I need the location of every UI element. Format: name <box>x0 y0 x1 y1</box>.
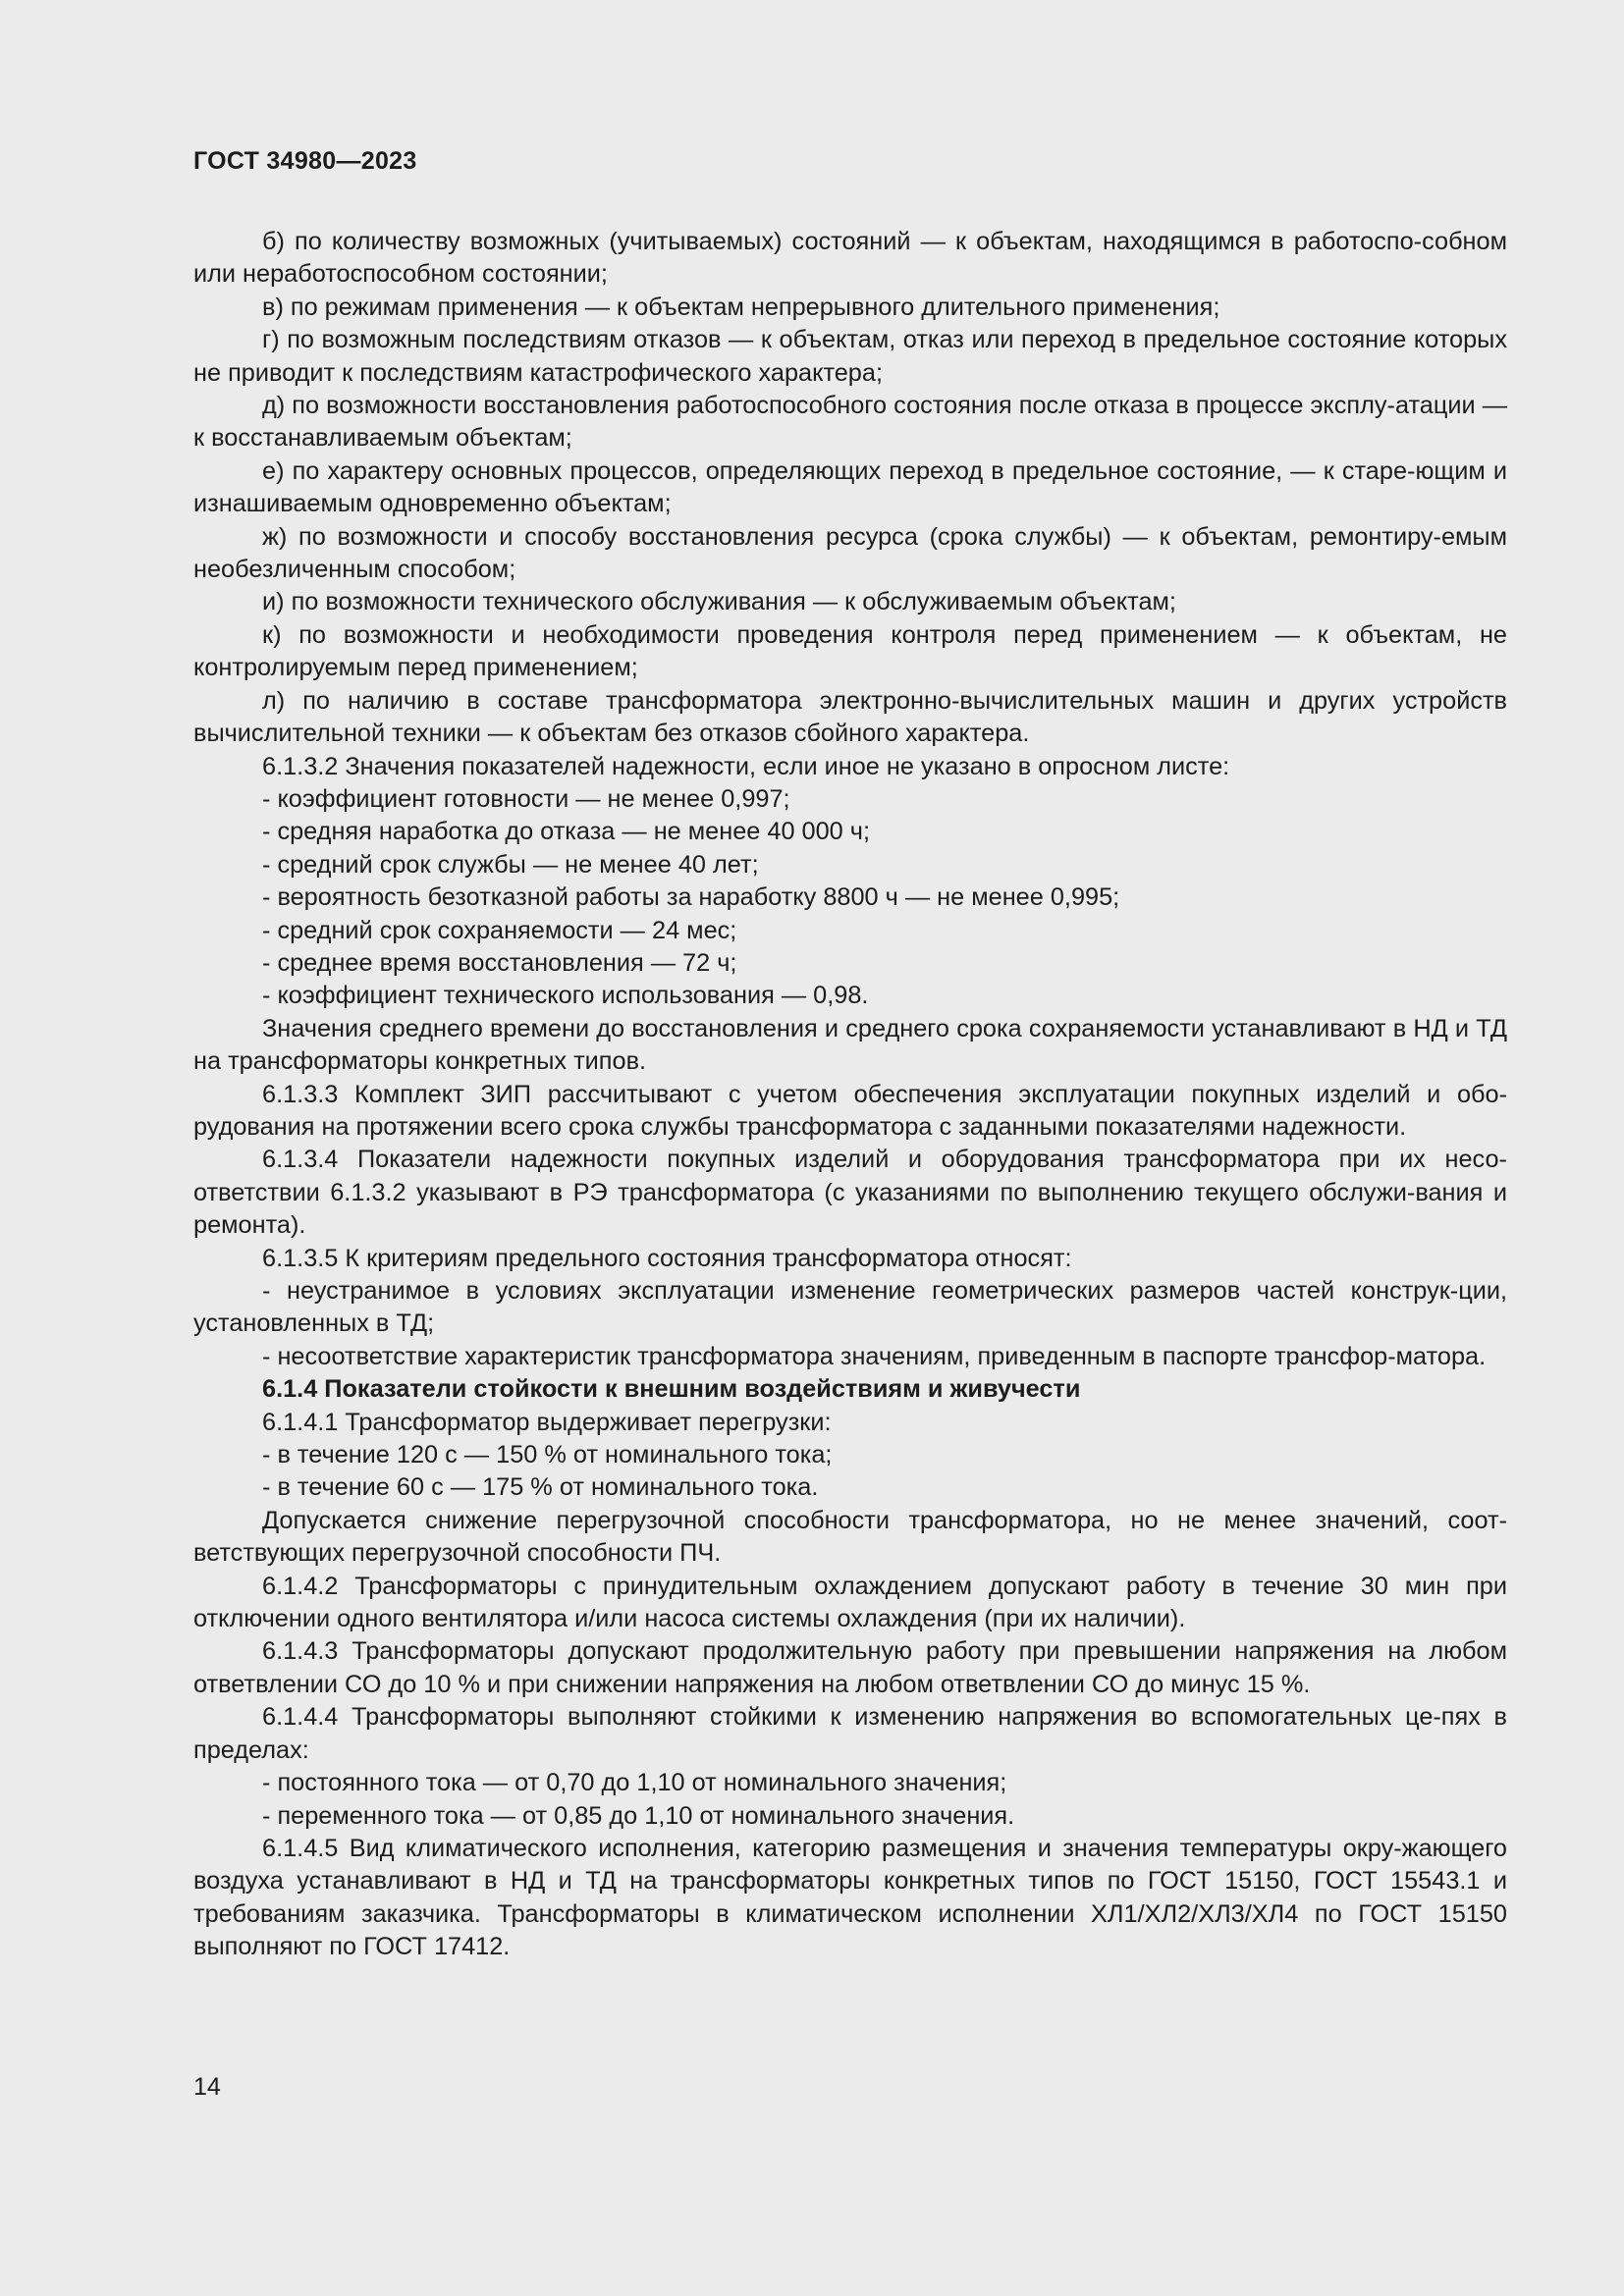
bullet-item: - несоответствие характеристик трансформатора значениям, приведенным в паспорте трансфор-матора. <box>262 1342 1487 1370</box>
bullet-item: - неустранимое в условиях эксплуатации изменение геометрических размеров частей конструк-ции, установленных в ТД; <box>193 1277 1507 1338</box>
body-paragraph: Значения среднего времени до восстановления и среднего срока сохраняемости устанавливают в НД и ТД на трансформаторы конкретных типов. <box>193 1014 1507 1076</box>
clause-6-1-3-3: 6.1.3.3 Комплект ЗИП рассчитывают с учетом обеспечения эксплуатации покупных изделий и обо-рудования на протяжении всего срока службы трансформатора с заданными показателями надежности. <box>193 1080 1507 1141</box>
list-item: л) по наличию в составе трансформатора электронно-вычислительных машин и других устройств вычислительной техники — к объектам без отказов сбойного характера. <box>193 686 1507 748</box>
list-item: ж) по возможности и способу восстановления ресурса (срока службы) — к объектам, ремонтиру-емым необезличенным способом; <box>193 522 1507 584</box>
bullet-item: - коэффициент готовности — не менее 0,997; <box>262 784 790 813</box>
bullet-item: - вероятность безотказной работы за наработку 8800 ч — не менее 0,995; <box>262 883 1120 912</box>
clause-6-1-4-3: 6.1.4.3 Трансформаторы допускают продолжительную работу при превышении напряжения на любом ответвлении СО до 10 % и при снижении напряжения на любом ответвлении СО до минус 15 %. <box>193 1637 1507 1698</box>
body-paragraph: Допускается снижение перегрузочной способности трансформатора, но не менее значений, соот-ветствующих перегрузочной способности ПЧ. <box>193 1506 1507 1568</box>
clause-6-1-4-5: 6.1.4.5 Вид климатического исполнения, категорию размещения и значения температуры окру-жающего воздуха устанавливают в НД и ТД на трансформаторы конкретных типов по ГОСТ 15150, ГОСТ 15543.1 и требованиям заказчика. Трансформаторы в климатическом исполнении ХЛ1/ХЛ2/ХЛ3/ХЛ4 по ГОСТ 15150 выполняют по ГОСТ 17412. <box>193 1834 1507 1961</box>
bullet-item: - постоянного тока — от 0,70 до 1,10 от номинального значения; <box>262 1769 1007 1797</box>
section-heading-6-1-4: 6.1.4 Показатели стойкости к внешним воздействиям и живучести <box>262 1375 1081 1404</box>
document-body <box>193 226 1507 1964</box>
clause-6-1-3-4: 6.1.3.4 Показатели надежности покупных изделий и оборудования трансформатора при их несо-ответствии 6.1.3.2 указывают в РЭ трансформатора (с указаниями по выполнению текущего обслужи-вания и ремонта). <box>193 1146 1507 1240</box>
list-item: е) по характеру основных процессов, определяющих переход в предельное состояние, — к старе-ющим и изнашиваемым одновременно объектам; <box>193 456 1507 518</box>
bullet-item: - в течение 120 с — 150 % от номинального тока; <box>262 1441 833 1469</box>
bullet-item: - средний срок сохраняемости — 24 мес; <box>262 916 737 944</box>
bullet-item: - средняя наработка до отказа — не менее 40 000 ч; <box>262 818 870 846</box>
page-number: 14 <box>193 2073 221 2101</box>
clause-6-1-3-2: 6.1.3.2 Значения показателей надежности, если иное не указано в опросном листе: <box>262 752 1230 780</box>
clause-6-1-4-4: 6.1.4.4 Трансформаторы выполняют стойкими к изменению напряжения во вспомогательных це-пях в пределах: <box>193 1703 1507 1764</box>
bullet-item: - переменного тока — от 0,85 до 1,10 от номинального значения. <box>262 1801 1015 1830</box>
list-item: г) по возможным последствиям отказов — к объектам, отказ или переход в предельное состояние которых не приводит к последствиям катастрофического характера; <box>193 326 1507 387</box>
bullet-item: - среднее время восстановления — 72 ч; <box>262 948 737 977</box>
clause-6-1-4-2: 6.1.4.2 Трансформаторы с принудительным охлаждением допускают работу в течение 30 мин при отключении одного вентилятора и/или насоса системы охлаждения (при их наличии). <box>193 1572 1507 1633</box>
list-item: к) по возможности и необходимости проведения контроля перед применением — к объектам, не контролируемым перед применением; <box>193 620 1507 682</box>
list-item: в) по режимам применения — к объектам непрерывного длительного применения; <box>262 293 1220 321</box>
clause-6-1-3-5: 6.1.3.5 К критериям предельного состояния трансформатора относят: <box>262 1244 1072 1272</box>
bullet-item: - средний срок службы — не менее 40 лет; <box>262 850 759 879</box>
list-item: б) по количеству возможных (учитываемых) состояний — к объектам, находящимся в работоспо-собном или неработоспособном состоянии; <box>193 228 1507 289</box>
list-item: д) по возможности восстановления работоспособного состояния после отказа в процессе эксплу-атации — к восстанавливаемым объектам; <box>193 392 1507 453</box>
document-code-header: ГОСТ 34980—2023 <box>193 147 417 175</box>
bullet-item: - в течение 60 с — 175 % от номинального тока. <box>262 1473 819 1502</box>
bullet-item: - коэффициент технического использования — 0,98. <box>262 982 869 1010</box>
list-item: и) по возможности технического обслуживания — к обслуживаемым объектам; <box>262 588 1176 616</box>
clause-6-1-4-1: 6.1.4.1 Трансформатор выдерживает перегрузки: <box>262 1408 832 1436</box>
